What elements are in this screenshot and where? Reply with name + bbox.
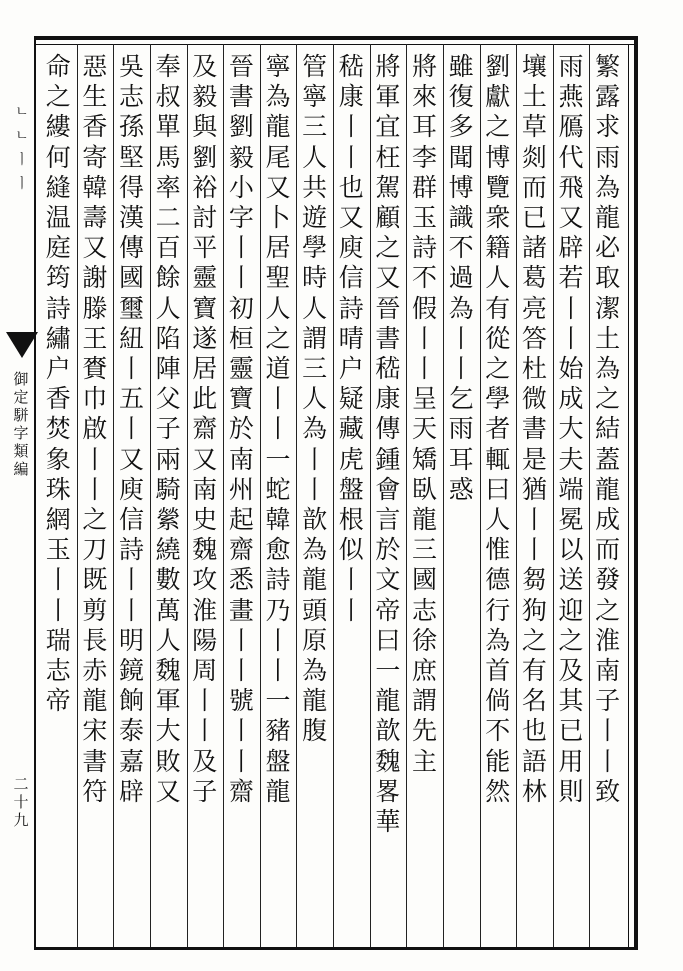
column-rule (150, 44, 151, 947)
book-title: 御定駢字類編 (13, 370, 29, 478)
margin-strip (4, 40, 30, 950)
text-column: 將來耳李群玉詩不假丨丨呈天矯臥龍三國志徐庶謂先主 (412, 52, 438, 776)
column-rule (406, 44, 407, 947)
column-rule (187, 44, 188, 947)
text-column: 將軍宜枉駕顧之又晉書嵇康傳鍾會言於文帝曰一龍歆魏畧華 (375, 52, 401, 837)
frame-right-inner-border (628, 44, 629, 947)
text-column: 雨燕鴈代飛又辟若丨丨始成大夫端冕以送迎之及其已用則 (558, 52, 584, 806)
text-column: 及毅與劉裕討平靈寶遂居此齋又南史魏攻淮陽周丨丨及子 (192, 52, 218, 806)
column-rule (113, 44, 114, 947)
frame-top-inner-border (34, 44, 638, 45)
column-rule (296, 44, 297, 947)
text-column: 奉叔單馬率二百餘人陷陣父子兩騎縈繞數萬人魏軍大敗又 (155, 52, 181, 806)
text-column: 管寧三人共遊學時人謂三人為丨丨歆為龍頭原為龍腹 (302, 52, 328, 746)
frame-left-border (34, 36, 36, 950)
column-rule (223, 44, 224, 947)
text-column: 雖復多聞博識不過為丨丨乞雨耳惑 (448, 52, 474, 504)
column-rule (260, 44, 261, 947)
text-column: 命之縷何縫温庭筠詩繡户香焚象珠網玉丨丨瑞志帝 (45, 52, 71, 716)
text-column: 劉獻之博覽衆籍人有從之學者輒曰人惟德行為首倘不能然 (485, 52, 511, 806)
frame-bottom-border (34, 947, 638, 950)
column-rule (77, 44, 78, 947)
fish-tail-mark (6, 332, 38, 358)
column-rule (370, 44, 371, 947)
text-column: 吳志孫堅得漢傳國璽紐丨五丨又庾信詩丨丨明鏡餉泰嘉辟 (119, 52, 145, 806)
column-rule (333, 44, 334, 947)
text-column: 寧為龍尾又卜居聖人之道丨丨一蛇韓愈詩乃丨丨一豬盤龍 (265, 52, 291, 806)
frame-top-border (34, 36, 638, 40)
page-number: 二十九 (13, 775, 29, 829)
column-rule (589, 44, 590, 947)
column-rule (443, 44, 444, 947)
column-rule (553, 44, 554, 947)
text-column: 壤土草剡而已諸葛亮答杜微書是猶丨丨芻狗之有名也語林 (521, 52, 547, 806)
text-column: 晉書劉毅小字丨丨初桓靈寶於南州起齋悉畫丨丨號丨丨齋 (228, 52, 254, 806)
text-column: 繁露求雨為龍必取潔土為之結蓋龍成而發之淮南子丨丨致 (595, 52, 621, 806)
text-column: 惡生香寄韓壽又謝滕王賚巾啟丨丨之刀既剪長赤龍宋書符 (82, 52, 108, 806)
text-column: 嵇康丨丨也又庾信詩晴户疑藏虎盤根似丨丨 (338, 52, 364, 625)
margin-marks: ㄴㄴㅣㅣ (15, 104, 29, 192)
frame-right-border (634, 36, 638, 950)
column-rule (516, 44, 517, 947)
column-rule (480, 44, 481, 947)
